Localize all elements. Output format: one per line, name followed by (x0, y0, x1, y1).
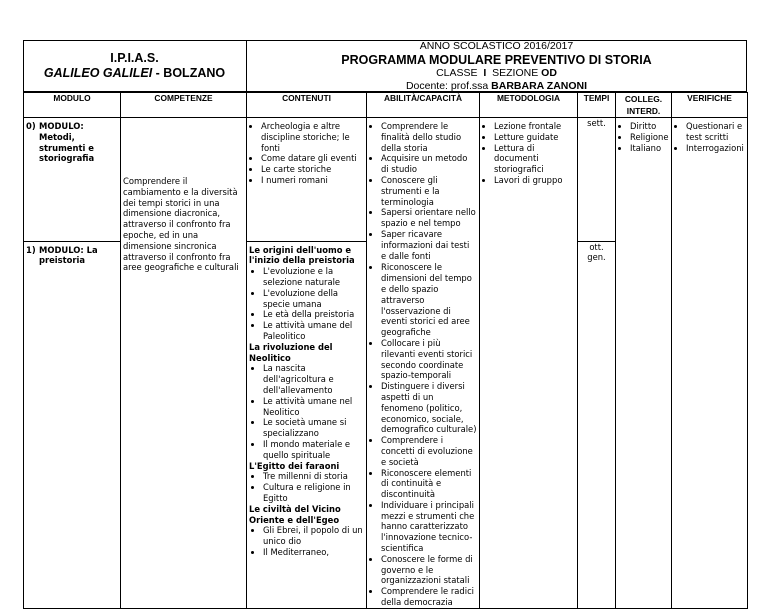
section-list (249, 363, 364, 460)
section-heading: La rivoluzione del Neolitico (249, 341, 333, 363)
col-tempi: TEMPI (578, 93, 616, 118)
contenuti-list (249, 121, 364, 186)
list-item: • Interrogazioni (686, 143, 745, 154)
list-item: • Le carte storiche (261, 164, 364, 175)
school-name-line (44, 66, 225, 81)
school-year: ANNO SCOLASTICO 2016/2017 (419, 40, 574, 52)
row0-tempi (578, 118, 616, 242)
verifiche-list (674, 121, 745, 153)
section-heading: Le civiltà del Vicino Oriente e dell'Egeo (249, 503, 341, 525)
list-item: • Il mondo materiale e quello spirituale (263, 439, 364, 461)
list-item: • Italiano (630, 143, 669, 154)
document-title: PROGRAMMA MODULARE PREVENTIVO DI STORIA (341, 53, 652, 67)
list-item: • La nascita dell'agricoltura e dell'allevamento (263, 363, 364, 395)
teacher-label: Docente: prof.ssa (405, 80, 489, 92)
list-item: • Letture guidate (494, 132, 575, 143)
module-number: 1) (26, 244, 36, 255)
section-heading: Le origini dell'uomo e l'inizio della preistoria (249, 244, 355, 266)
list-item: • Individuare i principali mezzi e strumenti che hanno caratterizzato l'innovazione tecnico-scientifica (381, 500, 477, 554)
colleg-cell (616, 118, 672, 609)
list-item: • Distinguere i diversi aspetti di un fenomeno (politico, economico, sociale, demografico culturale) (381, 381, 477, 435)
abilita-cell (367, 118, 480, 609)
section-list (249, 525, 364, 557)
col-verifiche: VERIFICHE (672, 93, 748, 118)
school-block (23, 40, 246, 92)
col-modulo: MODULO (24, 93, 121, 118)
list-item: • Sapersi orientare nello spazio e nel tempo (381, 207, 477, 229)
list-item: • I numeri romani (261, 175, 364, 186)
metodologia-cell (480, 118, 578, 609)
list-item: • Archeologia e altre discipline storiche; le fonti (261, 121, 364, 153)
colleg-list (618, 121, 669, 153)
col-metodologia: METODOLOGIA (480, 93, 578, 118)
competenze-cell (121, 118, 247, 609)
abilita-list-0 (369, 121, 477, 261)
list-item: • Il Mediterraneo, (263, 547, 364, 558)
verifiche-cell (672, 118, 748, 609)
list-item: • Tre millenni di storia (263, 471, 364, 482)
document-header (246, 40, 747, 92)
program-table (23, 92, 748, 609)
tempi-value: ott. gen. (587, 241, 606, 263)
list-item: • Lezione frontale (494, 121, 575, 132)
list-item: • Le età della preistoria (263, 309, 364, 320)
list-item: • Religione (630, 132, 669, 143)
list-item: • Le attività umane nel Neolitico (263, 396, 364, 418)
class-label: CLASSE (436, 67, 478, 79)
list-item: • Questionari e test scritti (686, 121, 745, 143)
section-value: OD (541, 67, 557, 79)
col-contenuti: CONTENUTI (247, 93, 367, 118)
metodologia-list (482, 121, 575, 186)
abilita-list-1 (369, 262, 477, 608)
module-title: MODULO: La preistoria (39, 244, 98, 266)
list-item: • Comprendere le finalità dello studio della storia (381, 121, 477, 153)
list-item: • L'evoluzione della specie umana (263, 288, 364, 310)
competenze-text: Comprendere il cambiamento e la diversità dei tempi storici in una dimensione diacronica, attraverso il confronto fra epoche, ed in una dimensione sincronica attraverso il confronto fra aree geografiche e culturali (123, 176, 239, 273)
module-0 (26, 121, 118, 164)
list-item: • Cultura e religione in Egitto (263, 482, 364, 504)
module-title: MODULO: Metodi, strumenti e storiografia (39, 121, 95, 164)
list-item: • Lettura di documenti storiografici (494, 143, 575, 175)
list-item: • Le attività umane del Paleolitico (263, 320, 364, 342)
section-label: SEZIONE (492, 67, 539, 79)
section-heading: L'Egitto dei faraoni (249, 460, 340, 471)
module-number: 0) (26, 121, 36, 131)
list-item: • Comprendere le radici della democrazia (381, 586, 477, 608)
list-item: • Acquisire un metodo di studio (381, 153, 477, 175)
school-name: GALILEO GALILEI (43, 66, 153, 80)
section-list (249, 266, 364, 342)
row1-modulo (24, 241, 121, 608)
teacher-name: BARBARA ZANONI (491, 80, 588, 92)
section-list (249, 471, 364, 503)
list-item: • Conoscere gli strumenti e la terminologia (381, 175, 477, 207)
list-item: • Comprendere i concetti di evoluzione e società (381, 435, 477, 467)
list-item: • Lavori di gruppo (494, 175, 575, 186)
list-item: • Come datare gli eventi (261, 153, 364, 164)
list-item: • Conoscere le forme di governo e le organizzazioni statali (381, 554, 477, 586)
table-row (24, 118, 748, 242)
column-header-row (24, 93, 748, 118)
list-item: • Gli Ebrei, il popolo di un unico dio (263, 525, 364, 547)
list-item: • Le società umane si specializzano (263, 417, 364, 439)
list-item: • Riconoscere elementi di continuità e discontinuità (381, 468, 477, 500)
row0-modulo (24, 118, 121, 242)
list-item: • Riconoscere le dimensioni del tempo e dello spazio attraverso l'osservazione di eventi storici ed aree geografiche (381, 262, 477, 338)
school-city: - BOLZANO (152, 66, 226, 80)
class-line (246, 67, 747, 80)
list-item: • Collocare i più rilevanti eventi storici secondo coordinate spazio-temporali (381, 338, 477, 381)
row1-tempi (578, 241, 616, 608)
col-abilita: ABILITÀ/CAPACITÀ (367, 93, 480, 118)
list-item: • Diritto (630, 121, 669, 132)
row0-contenuti (247, 118, 367, 242)
class-value: I (483, 67, 487, 79)
col-competenze: COMPETENZE (121, 93, 247, 118)
tempi-value: sett. (587, 118, 606, 128)
module-1 (26, 245, 118, 267)
row1-contenuti (247, 241, 367, 608)
col-colleg: COLLEG. INTERD. (616, 93, 672, 118)
list-item: • L'evoluzione e la selezione naturale (263, 266, 364, 288)
school-acronym: I.P.I.A.S. (110, 51, 159, 65)
list-item: • Saper ricavare informazioni dai testi e dalle fonti (381, 229, 477, 261)
